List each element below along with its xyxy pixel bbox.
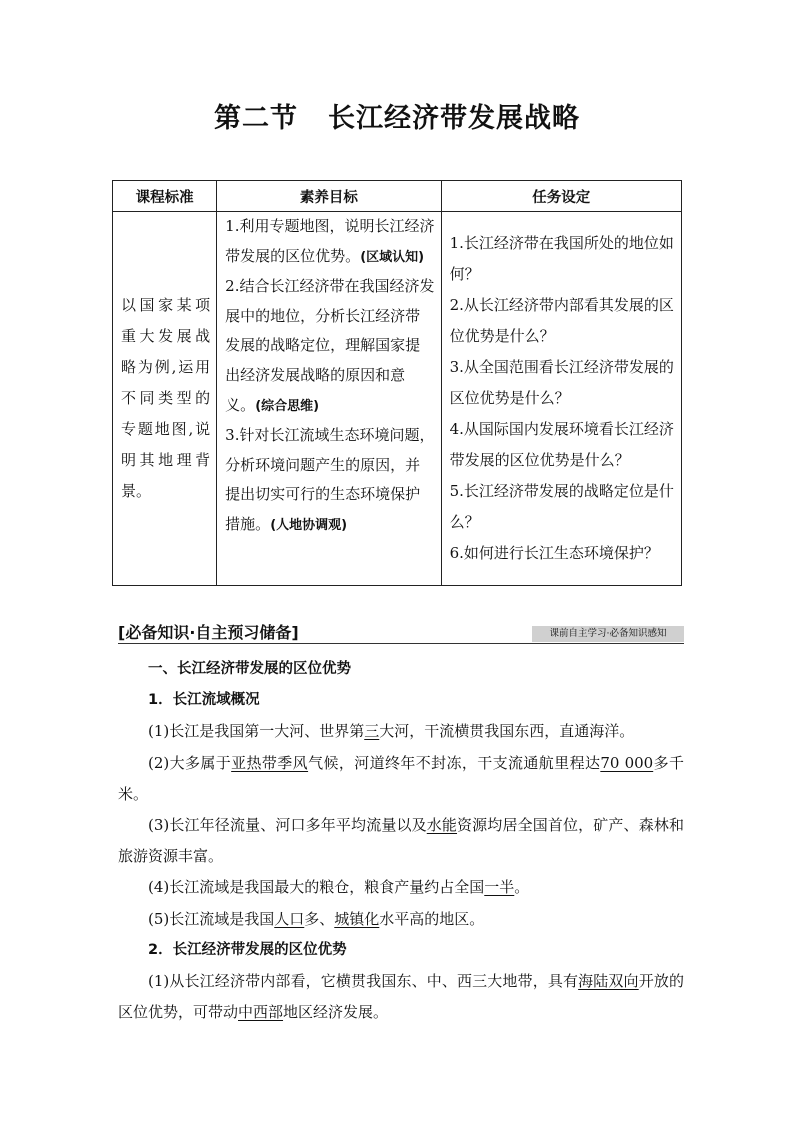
task-item: 1.长江经济带在我国所处的地位如何？ <box>449 234 674 283</box>
paragraph: (1)长江是我国第一大河、世界第三大河，干流横贯我国东西，直通海洋。 <box>148 722 635 741</box>
table-row <box>113 212 682 586</box>
blank-answer: 亚热带季风 <box>231 753 309 772</box>
paragraph: (2)大多属于亚热带季风气候，河道终年不封冻，干支流通航里程达70 000多千米。 <box>118 753 684 803</box>
page-title <box>0 96 794 135</box>
course-standard-cell: 以国家某项重大发展战略为例,运用不同类型的专题地图,说明其地理背景。 <box>113 212 217 586</box>
task-item: 3.从全国范围看长江经济带发展的区位优势是什么？ <box>449 358 674 407</box>
blank-answer: 70 000 <box>600 753 654 772</box>
goal-item: 3.针对长江流域生态环境问题，分析环境问题产生的原因，并提出切实可行的生态环境保护措施。(人地协调观) <box>225 426 435 533</box>
paragraph: (1)从长江经济带内部看，它横贯我国东、中、西三大地带，具有海陆双向开放的区位优势，可带动中西部地区经济发展。 <box>118 972 684 1022</box>
tasks-cell <box>441 212 681 586</box>
heading-level2: 2．长江经济带发展的区位优势 <box>148 941 347 958</box>
paragraph: (5)长江流域是我国人口多、城镇化水平高的地区。 <box>148 909 485 928</box>
blank-answer: 人口 <box>274 909 305 928</box>
banner-divider <box>118 643 684 644</box>
task-item: 6.如何进行长江生态环境保护？ <box>449 544 659 562</box>
section-title: 长江经济带发展战略 <box>328 103 580 134</box>
heading-level1: 一、长江经济带发展的区位优势 <box>148 661 351 677</box>
task-item: 5.长江经济带发展的战略定位是什么？ <box>449 482 674 531</box>
blank-answer: 水能 <box>426 816 458 835</box>
blank-answer: 三 <box>364 722 380 741</box>
table-header-row <box>113 181 682 212</box>
section-number: 第二节 <box>214 103 298 134</box>
heading-level2: 1．长江流域概况 <box>148 692 260 709</box>
blank-answer: 海陆双向 <box>578 972 639 991</box>
paragraph: (3)长江年径流量、河口多年平均流量以及水能资源均居全国首位，矿产、森林和旅游资源丰富。 <box>118 816 684 866</box>
section-banner <box>118 618 684 646</box>
header-literacy-goals: 素养目标 <box>217 181 441 212</box>
blank-answer: 中西部 <box>238 1003 284 1022</box>
banner-tag: 课前自主学习·必备知识感知 <box>532 626 684 642</box>
standards-table <box>112 180 682 586</box>
banner-title: [必备知识·自主预习储备] <box>118 623 299 642</box>
header-task-setting: 任务设定 <box>441 181 681 212</box>
task-item: 2.从长江经济带内部看其发展的区位优势是什么？ <box>449 296 674 345</box>
blank-answer: 城镇化 <box>334 909 380 928</box>
goal-item: 2.结合长江经济带在我国经济发展中的地位，分析长江经济带发展的战略定位，理解国家提出经济发展战略的原因和意义。(综合思维) <box>225 277 435 414</box>
task-item: 4.从国际国内发展环境看长江经济带发展的区位优势是什么？ <box>449 420 674 469</box>
paragraph: (4)长江流域是我国最大的粮仓，粮食产量约占全国一半。 <box>148 878 530 897</box>
blank-answer: 一半 <box>484 878 515 897</box>
header-course-standard: 课程标准 <box>113 181 217 212</box>
goal-item: 1.利用专题地图，说明长江经济带发展的区位优势。(区域认知) <box>225 217 435 265</box>
literacy-goals-cell <box>217 212 441 586</box>
content-body <box>118 654 684 1028</box>
